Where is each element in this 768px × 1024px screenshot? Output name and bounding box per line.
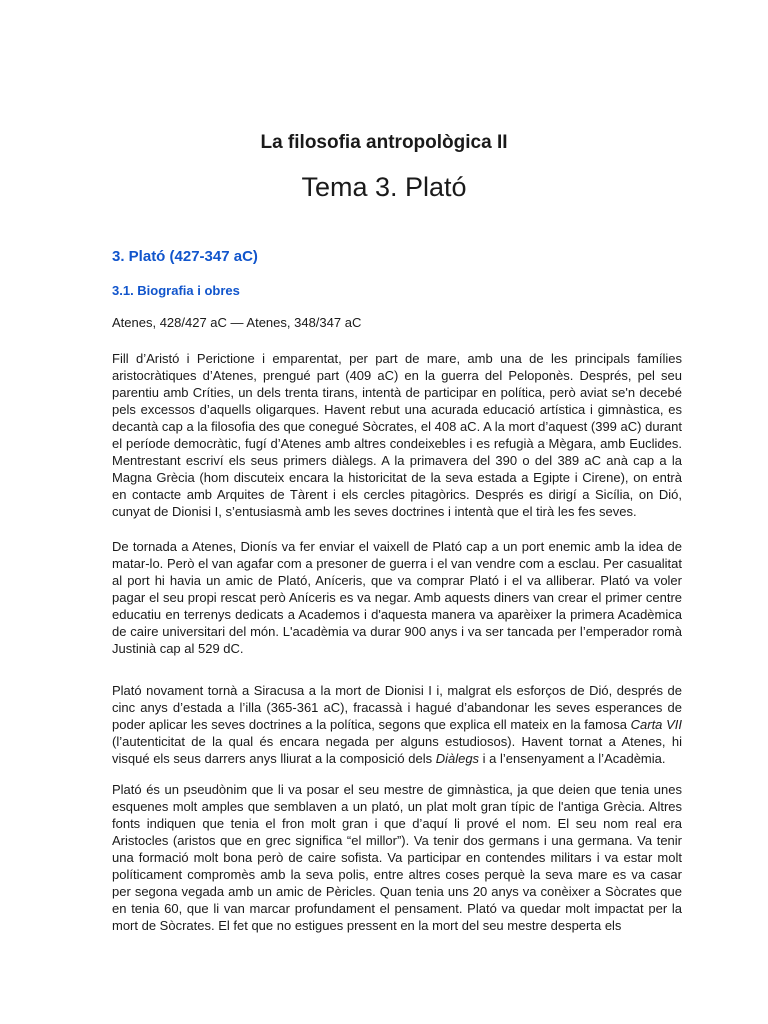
document-title: La filosofia antropològica II: [260, 132, 508, 153]
dialegs-title: Diàlegs: [435, 751, 480, 766]
section-heading: 3. Plató (427-347 aC): [112, 248, 258, 265]
document-subtitle: Tema 3. Plató: [301, 172, 467, 202]
paragraph-biography: Fill d’Aristó i Perictione i emparentat, per part de mare, amb una de les principals famílies aristocràtiques d’Atenes, prengué part (409 aC) en la guerra del Peloponès. Després, pel seu parentiu amb Críties, un dels trenta tirans, intentà de participar en política, però aviat se'n decebé pels excessos d’aquells oligarques. Havent rebut una acurada educació artística i gimnàstica, es decantà cap a la filosofia des que conegué Sòcrates, el 408 aC. A la mort d’aquest (399 aC) durant el període democràtic, fugí d’Atenes amb altres condeixebles i es refugià a Mègara, amb Euclides. Mentrestant escriví els seus primers diàlegs. A la primavera del 390 o del 389 aC anà cap a la Magna Grècia (hom discuteix encara la historicitat de la seva estada a Egipte i Cirene), on entrà en contacte amb Arquites de Tàrent i els cercles pitagòrics. Després es dirigí a Sicília, on Dió, cunyat de Dionisi I, s’entusiasmà amb les seves doctrines i intentà que el tirà les fes seves.: [112, 351, 682, 519]
carta-vii-title: Carta VII: [630, 717, 682, 732]
dates-line: Atenes, 428/427 aC — Atenes, 348/347 aC: [112, 315, 362, 330]
subsection-heading: 3.1. Biografia i obres: [112, 283, 240, 298]
paragraph-siracusa-part-a: Plató novament tornà a Siracusa a la mort de Dionisi I i, malgrat els esforços de Dió, després de cinc anys d’estada a l’illa (365-361 aC), fracassà i hagué d’abandonar les seves esperances de poder aplicar les seves doctrines a la política, segons que explica ell mateix en la famosa: [112, 683, 682, 732]
paragraph-siracusa: [112, 682, 682, 767]
paragraph-pseudonym: Plató és un pseudònim que li va posar el seu mestre de gimnàstica, ja que deien que tenia unes esquenes molt amples que semblaven a un plató, un plat molt gran típic de l'antiga Grècia. Altres fonts indiquen que tenia el fron molt gran i que d’aquí li prové el nom. El seu nom real era Aristocles (aristos que en grec significa “el millor”). Va tenir dos germans i una germana. Va tenir una formació molt bona però de caire sofista. Va participar en contendes militars i va estar molt políticament compromès amb la seva polis, entre altres coses perquè la seva mare es va casar per segona vegada amb un amic de Pèricles. Quan tenia uns 20 anys va conèixer a Sòcrates que en tenia 60, que li van marcar profundament el pensament. Plató va quedar molt impactat per la mort de Sòcrates. El fet que no estigues pressent en la mort del seu mestre desperta els: [112, 782, 682, 933]
paragraph-siracusa-part-b: (l’autenticitat de la qual és encara negada per alguns estudiosos). Havent tornat a Atenes, hi visqué els seus darrers anys lliurat a la composició dels: [112, 734, 682, 766]
paragraph-siracusa-part-c: i a l’ensenyament a l’Acadèmia.: [479, 751, 666, 766]
paragraph-return-athens: De tornada a Atenes, Dionís va fer enviar el vaixell de Plató cap a un port enemic amb la idea de matar-lo. Però el van agafar com a presoner de guerra i el van vendre com a esclau. Per casualitat al port hi havia un amic de Plató, Aníceris, que va comprar Plató i el va alliberar. Plató va voler pagar el seu propi rescat però Aníceris es va negar. Amb aquests diners van crear el primer centre educatiu en terrenys dedicats a Academos i d'aquesta manera va aparèixer la primera Acadèmica de caire universitari del món. L'acadèmia va durar 900 anys i va ser tancada per l’emperador romà Justinià cap al 529 dC.: [112, 539, 682, 656]
